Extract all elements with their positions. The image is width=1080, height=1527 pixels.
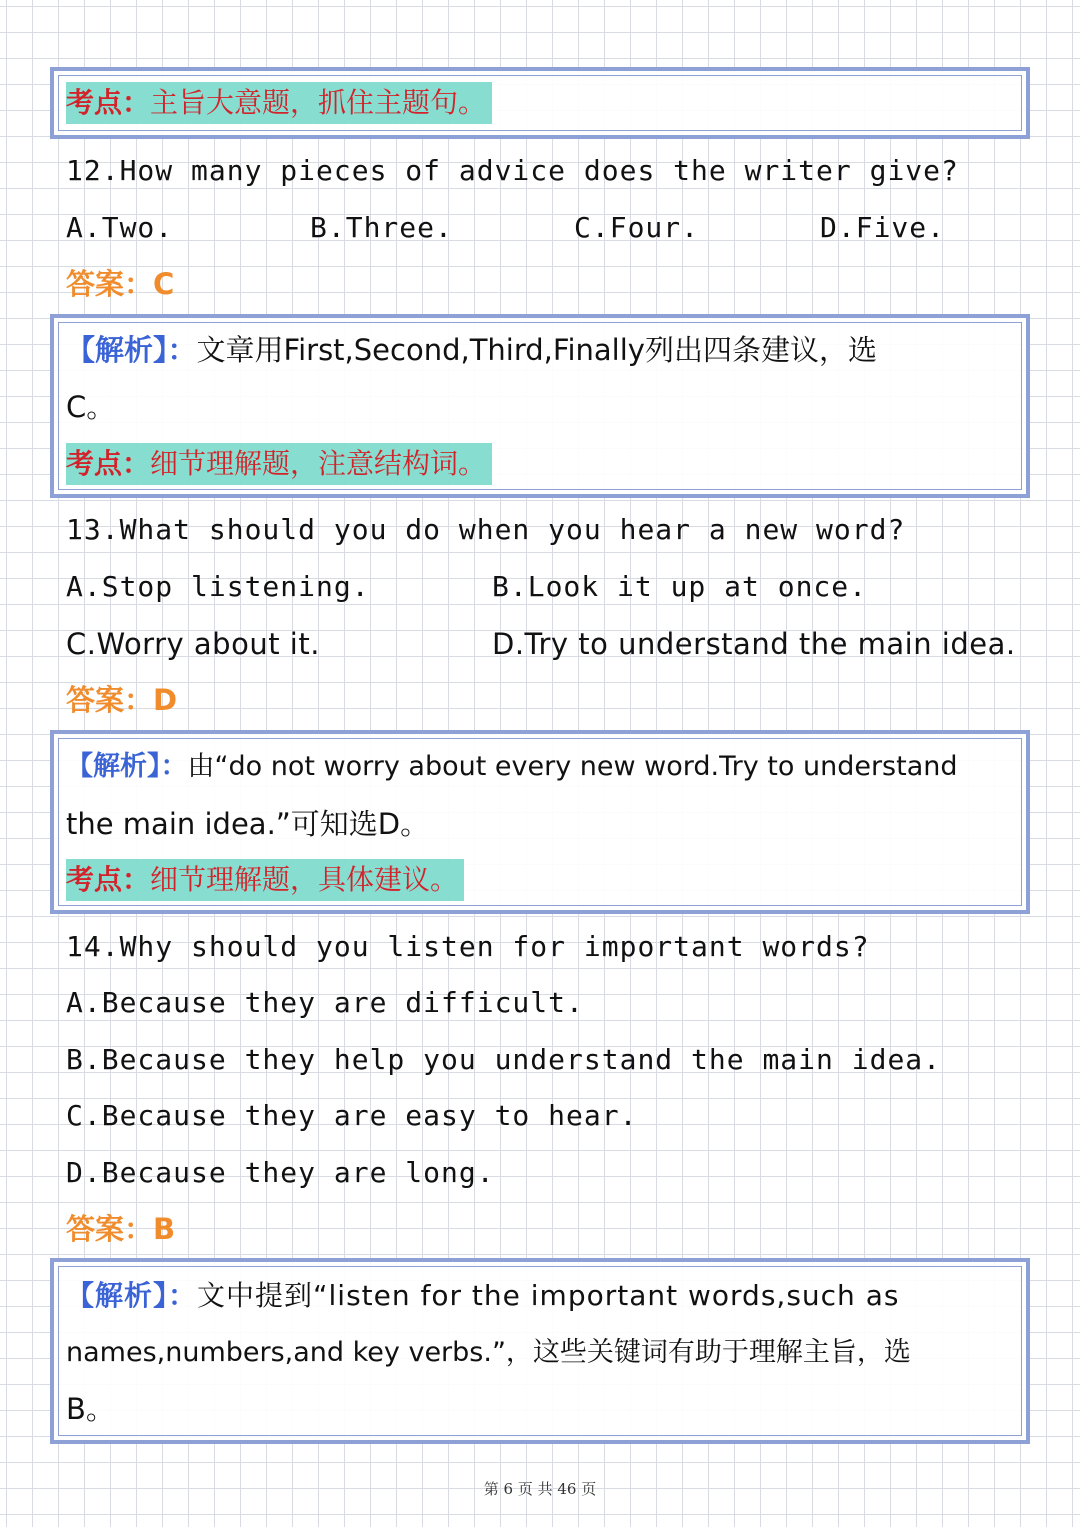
kaodian-highlight-q12 [66, 443, 492, 485]
q13-option-d: D.Try to understand the main idea. [492, 627, 1016, 661]
kaodian-label: 考点： [66, 863, 151, 896]
q13-option-a: A.Stop listening. [66, 570, 370, 603]
jiexi-text: 由“do not worry about every new word.Try to understand [187, 751, 958, 782]
answer-value: C [153, 267, 175, 301]
answer-value: B [153, 1212, 176, 1246]
jiexi-label: 【解析】： [66, 333, 197, 367]
q13-answer [66, 680, 177, 720]
kaodian-highlight-top [66, 82, 492, 124]
q14-jiexi-line3: B。 [66, 1392, 115, 1426]
question-13: 13.What should you do when you hear a new word? [66, 513, 906, 546]
question-12: 12.How many pieces of advice does the writer give? [66, 154, 959, 187]
page-number-footer: 第 6 页 共 46 页 [483, 1480, 597, 1498]
question-14: 14.Why should you listen for important words? [66, 930, 870, 963]
jiexi-text: 文章用First,Second,Third,Finally列出四条建议，选 [196, 333, 877, 367]
q13-option-b: B.Look it up at once. [492, 570, 868, 603]
q14-option-b: B.Because they help you understand the main idea. [66, 1043, 942, 1076]
q14-option-d: D.Because they are long. [66, 1156, 495, 1189]
kaodian-text: 细节理解题，具体建议。 [150, 863, 459, 896]
q14-option-c: C.Because they are easy to hear. [66, 1099, 638, 1132]
q12-option-b: B.Three. [310, 211, 453, 244]
jiexi-text: 文中提到“listen for the important words,such as [197, 1279, 900, 1312]
kaodian-text: 主旨大意题，抓住主题句。 [150, 86, 487, 119]
q12-option-d: D.Five. [820, 211, 946, 244]
q12-answer [66, 264, 174, 304]
answer-label: 答案： [66, 683, 154, 717]
q13-jiexi-line2: the main idea.”可知选D。 [66, 807, 430, 841]
kaodian-text: 细节理解题，注意结构词。 [150, 447, 487, 480]
kaodian-highlight-q13 [66, 859, 464, 901]
q12-option-c: C.Four. [574, 211, 700, 244]
q12-option-a: A.Two. [66, 211, 174, 244]
jiexi-label: 【解析】： [66, 751, 188, 782]
q14-option-a: A.Because they are difficult. [66, 986, 584, 1019]
kaodian-label: 考点： [66, 447, 151, 480]
q12-jiexi-line1 [66, 330, 877, 370]
q12-jiexi-line2: C。 [66, 390, 116, 424]
jiexi-label: 【解析】： [66, 1279, 198, 1312]
answer-label: 答案： [66, 1212, 154, 1246]
q14-jiexi-line2: names,numbers,and key verbs.”，这些关键词有助于理解主旨，选 [66, 1337, 911, 1368]
q14-jiexi-line1 [66, 1276, 899, 1316]
answer-value: D [153, 683, 178, 717]
kaodian-label: 考点： [66, 86, 151, 119]
q13-option-c: C.Worry about it. [66, 627, 320, 661]
answer-label: 答案： [66, 267, 154, 301]
q14-answer [66, 1209, 175, 1249]
q13-jiexi-line1 [66, 747, 958, 787]
